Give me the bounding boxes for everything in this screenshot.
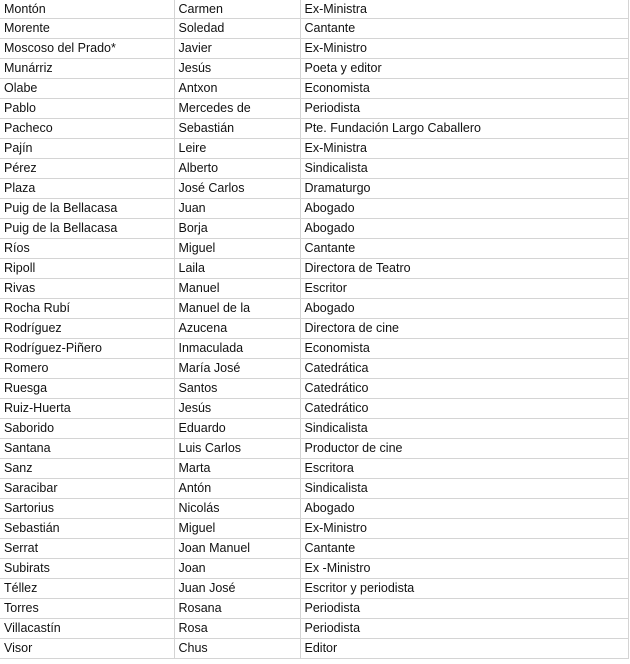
cell-name[interactable]: Miguel bbox=[174, 239, 300, 259]
cell-role[interactable]: Directora de Teatro bbox=[300, 259, 628, 279]
table-row bbox=[0, 99, 628, 119]
table-row bbox=[0, 459, 628, 479]
cell-name[interactable]: Rosana bbox=[174, 599, 300, 619]
cell-surname[interactable]: Pérez bbox=[0, 159, 174, 179]
cell-name[interactable]: Luis Carlos bbox=[174, 439, 300, 459]
cell-role[interactable]: Dramaturgo bbox=[300, 179, 628, 199]
cell-surname[interactable]: Puig de la Bellacasa bbox=[0, 219, 174, 239]
cell-name[interactable]: Joan bbox=[174, 559, 300, 579]
cell-surname[interactable]: Pacheco bbox=[0, 119, 174, 139]
table-row bbox=[0, 619, 628, 639]
cell-surname[interactable]: Moscoso del Prado* bbox=[0, 39, 174, 59]
cell-name[interactable]: José Carlos bbox=[174, 179, 300, 199]
cell-surname[interactable]: Saracibar bbox=[0, 479, 174, 499]
cell-surname[interactable]: Puig de la Bellacasa bbox=[0, 199, 174, 219]
cell-name[interactable]: Rosa bbox=[174, 619, 300, 639]
cell-name[interactable]: Joan Manuel bbox=[174, 539, 300, 559]
cell-surname[interactable]: Pablo bbox=[0, 99, 174, 119]
table-row bbox=[0, 479, 628, 499]
cell-role[interactable]: Sindicalista bbox=[300, 479, 628, 499]
cell-surname[interactable]: Romero bbox=[0, 359, 174, 379]
cell-surname[interactable]: Montón bbox=[0, 0, 174, 19]
cell-name[interactable]: Jesús bbox=[174, 399, 300, 419]
table-row bbox=[0, 359, 628, 379]
cell-surname[interactable]: Olabe bbox=[0, 79, 174, 99]
cell-role[interactable]: Cantante bbox=[300, 539, 628, 559]
table-row bbox=[0, 299, 628, 319]
cell-name[interactable]: Inmaculada bbox=[174, 339, 300, 359]
cell-surname[interactable]: Téllez bbox=[0, 579, 174, 599]
cell-role[interactable]: Periodista bbox=[300, 99, 628, 119]
cell-surname[interactable]: Sartorius bbox=[0, 499, 174, 519]
cell-name[interactable]: Soledad bbox=[174, 19, 300, 39]
cell-role[interactable]: Catedrático bbox=[300, 379, 628, 399]
cell-name[interactable]: Juan bbox=[174, 199, 300, 219]
table-row bbox=[0, 79, 628, 99]
table-row bbox=[0, 439, 628, 459]
cell-name[interactable]: Juan José bbox=[174, 579, 300, 599]
cell-name[interactable]: Azucena bbox=[174, 319, 300, 339]
cell-surname[interactable]: Villacastín bbox=[0, 619, 174, 639]
cell-name[interactable]: Sebastián bbox=[174, 119, 300, 139]
cell-name[interactable]: Borja bbox=[174, 219, 300, 239]
cell-role[interactable]: Pte. Fundación Largo Caballero bbox=[300, 119, 628, 139]
cell-name[interactable]: Carmen bbox=[174, 0, 300, 19]
table-row bbox=[0, 59, 628, 79]
table-row bbox=[0, 119, 628, 139]
cell-role[interactable]: Economista bbox=[300, 79, 628, 99]
table-row bbox=[0, 319, 628, 339]
cell-name[interactable]: Santos bbox=[174, 379, 300, 399]
cell-surname[interactable]: Ruesga bbox=[0, 379, 174, 399]
cell-role[interactable]: Cantante bbox=[300, 239, 628, 259]
table-row bbox=[0, 279, 628, 299]
cell-role[interactable]: Escritora bbox=[300, 459, 628, 479]
cell-name[interactable]: Manuel bbox=[174, 279, 300, 299]
cell-name[interactable]: Mercedes de bbox=[174, 99, 300, 119]
cell-surname[interactable]: Sanz bbox=[0, 459, 174, 479]
cell-role[interactable]: Sindicalista bbox=[300, 419, 628, 439]
cell-surname[interactable]: Ríos bbox=[0, 239, 174, 259]
table-row bbox=[0, 499, 628, 519]
cell-role[interactable]: Editor bbox=[300, 639, 628, 659]
table-row bbox=[0, 219, 628, 239]
table-row bbox=[0, 199, 628, 219]
table-row bbox=[0, 0, 628, 19]
cell-name[interactable]: Nicolás bbox=[174, 499, 300, 519]
table-row bbox=[0, 39, 628, 59]
cell-role[interactable]: Ex-Ministro bbox=[300, 519, 628, 539]
cell-role[interactable]: Abogado bbox=[300, 499, 628, 519]
cell-role[interactable]: Ex-Ministra bbox=[300, 0, 628, 19]
cell-name[interactable]: Chus bbox=[174, 639, 300, 659]
cell-surname[interactable]: Santana bbox=[0, 439, 174, 459]
cell-name[interactable]: Jesús bbox=[174, 59, 300, 79]
cell-surname[interactable]: Subirats bbox=[0, 559, 174, 579]
cell-name[interactable]: Javier bbox=[174, 39, 300, 59]
table-row bbox=[0, 519, 628, 539]
cell-surname[interactable]: Sebastián bbox=[0, 519, 174, 539]
cell-name[interactable]: Alberto bbox=[174, 159, 300, 179]
cell-name[interactable]: Manuel de la bbox=[174, 299, 300, 319]
table-row bbox=[0, 419, 628, 439]
cell-surname[interactable]: Pajín bbox=[0, 139, 174, 159]
cell-name[interactable]: María José bbox=[174, 359, 300, 379]
cell-role[interactable]: Productor de cine bbox=[300, 439, 628, 459]
cell-role[interactable]: Abogado bbox=[300, 299, 628, 319]
table-row bbox=[0, 179, 628, 199]
table-row bbox=[0, 539, 628, 559]
table-row bbox=[0, 159, 628, 179]
table-row bbox=[0, 399, 628, 419]
cell-surname[interactable]: Serrat bbox=[0, 539, 174, 559]
cell-name[interactable]: Antón bbox=[174, 479, 300, 499]
cell-role[interactable]: Abogado bbox=[300, 219, 628, 239]
cell-role[interactable]: Periodista bbox=[300, 599, 628, 619]
cell-surname[interactable]: Munárriz bbox=[0, 59, 174, 79]
table-row bbox=[0, 239, 628, 259]
cell-name[interactable]: Leire bbox=[174, 139, 300, 159]
cell-surname[interactable]: Rocha Rubí bbox=[0, 299, 174, 319]
cell-role[interactable]: Escritor bbox=[300, 279, 628, 299]
cell-role[interactable]: Sindicalista bbox=[300, 159, 628, 179]
table-row bbox=[0, 579, 628, 599]
cell-role[interactable]: Catedrática bbox=[300, 359, 628, 379]
cell-role[interactable]: Abogado bbox=[300, 199, 628, 219]
cell-role[interactable]: Escritor y periodista bbox=[300, 579, 628, 599]
cell-role[interactable]: Directora de cine bbox=[300, 319, 628, 339]
cell-role[interactable]: Ex-Ministro bbox=[300, 39, 628, 59]
cell-surname[interactable]: Saborido bbox=[0, 419, 174, 439]
table-row bbox=[0, 19, 628, 39]
cell-surname[interactable]: Ripoll bbox=[0, 259, 174, 279]
cell-surname[interactable]: Rodríguez-Piñero bbox=[0, 339, 174, 359]
cell-surname[interactable]: Rodríguez bbox=[0, 319, 174, 339]
table-row bbox=[0, 599, 628, 619]
cell-name[interactable]: Eduardo bbox=[174, 419, 300, 439]
cell-role[interactable]: Poeta y editor bbox=[300, 59, 628, 79]
cell-surname[interactable]: Torres bbox=[0, 599, 174, 619]
cell-role[interactable]: Economista bbox=[300, 339, 628, 359]
cell-surname[interactable]: Rivas bbox=[0, 279, 174, 299]
cell-surname[interactable]: Plaza bbox=[0, 179, 174, 199]
cell-surname[interactable]: Visor bbox=[0, 639, 174, 659]
cell-name[interactable]: Marta bbox=[174, 459, 300, 479]
cell-name[interactable]: Laila bbox=[174, 259, 300, 279]
table-row bbox=[0, 259, 628, 279]
cell-surname[interactable]: Morente bbox=[0, 19, 174, 39]
cell-role[interactable]: Catedrático bbox=[300, 399, 628, 419]
cell-name[interactable]: Antxon bbox=[174, 79, 300, 99]
cell-surname[interactable]: Ruiz-Huerta bbox=[0, 399, 174, 419]
cell-role[interactable]: Ex-Ministra bbox=[300, 139, 628, 159]
table-row bbox=[0, 339, 628, 359]
table-row bbox=[0, 639, 628, 659]
table-row bbox=[0, 139, 628, 159]
cell-role[interactable]: Periodista bbox=[300, 619, 628, 639]
cell-role[interactable]: Cantante bbox=[300, 19, 628, 39]
cell-name[interactable]: Miguel bbox=[174, 519, 300, 539]
cell-role[interactable]: Ex -Ministro bbox=[300, 559, 628, 579]
table-row bbox=[0, 379, 628, 399]
table-row bbox=[0, 559, 628, 579]
